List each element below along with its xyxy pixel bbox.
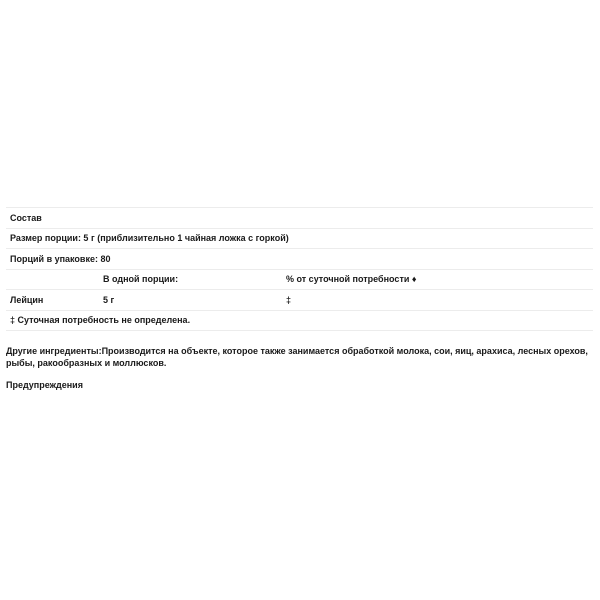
ingredient-name: Лейцин — [10, 294, 44, 305]
ingredient-daily-value: ‡ — [286, 294, 292, 305]
facts-title-row — [6, 208, 593, 229]
warnings-heading: Предупреждения — [6, 380, 83, 390]
servings-per-container: Порций в упаковке: 80 — [10, 253, 111, 264]
other-ingredients: Другие ингредиенты:Производится на объекте, которое также занимается обработкой молока, сои, яиц, арахиса, лесных орехов, рыбы, ракообразных и моллюсков. — [6, 346, 588, 368]
footnote-row — [6, 311, 593, 332]
serving-size-row — [6, 229, 593, 250]
facts-header-row — [6, 270, 593, 291]
serving-size: Размер порции: 5 г (приблизительно 1 чайная ложка с горкой) — [10, 233, 289, 244]
facts-title: Состав — [10, 212, 42, 223]
table-row — [6, 290, 593, 311]
footnote: ‡ Суточная потребность не определена. — [10, 315, 191, 326]
ingredient-amount: 5 г — [103, 294, 115, 305]
servings-per-container-row — [6, 249, 593, 270]
header-col-amount: В одной порции: — [103, 274, 179, 285]
header-col-daily-value: % от суточной потребности ♦ — [286, 274, 417, 285]
supplement-facts-table — [6, 207, 593, 331]
